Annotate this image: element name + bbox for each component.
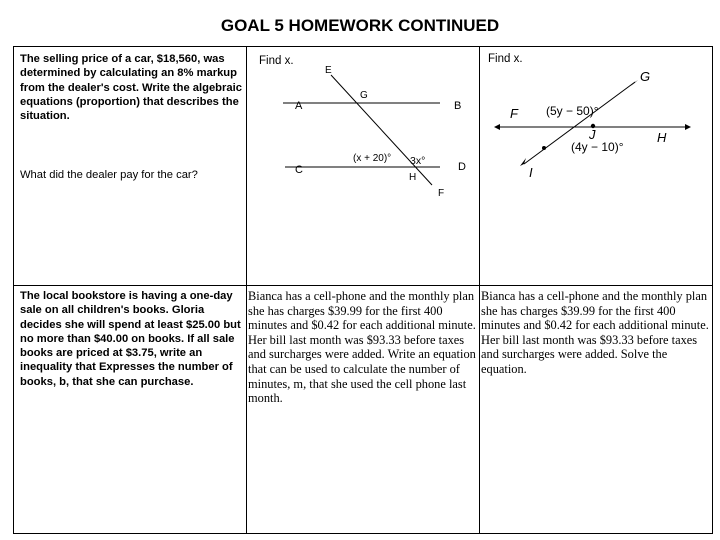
angle-instruction: Find x. [488, 53, 523, 65]
point-b-label: B [454, 100, 462, 112]
arrow-f-icon [494, 124, 500, 130]
point-h-label: H [409, 172, 417, 183]
angle-cell [480, 47, 712, 285]
transversal-ef [331, 75, 432, 185]
point-g-label: G [360, 90, 368, 101]
point-i-dot [542, 146, 546, 150]
bookstore-problem-text: The local bookstore is having a one-day sale on all children's books. Gloria decides she will spend at least $25.00 but no more than $40.00 on books. If all sale books are priced at $3.75, write an inequality that Expresses the number of books, b, that she can purchase. [20, 290, 241, 388]
row-divider [14, 285, 712, 286]
parallel-lines-cell [247, 47, 479, 285]
point-e-label: E [325, 65, 332, 76]
car-problem-text: The selling price of a car, $18,560, was determined by calculating an 8% markup from the dealer's cost. Write the algebraic equations (proportion) that describes the situation. [20, 53, 242, 123]
arrow-h-icon [685, 124, 691, 130]
point-f-label: F [438, 188, 445, 199]
page-title: GOAL 5 HOMEWORK CONTINUED [220, 16, 500, 35]
car-problem-question: What did the dealer pay for the car? [20, 169, 198, 181]
angle-3x-label: 3x° [410, 155, 426, 167]
arrow-i-icon [520, 158, 526, 166]
angle-4y-label: (4y − 10)° [571, 140, 624, 154]
angle-5y-label: (5y − 50)° [546, 104, 599, 118]
point-i-label: I [529, 165, 533, 180]
phone-problem-b-text: Bianca has a cell-phone and the monthly plan she has charges $39.99 for the first 400 minutes and $0.42 for each additional minute. Her bill last month was $93.33 before taxes and surcharges were added. Solve the equation. [481, 289, 709, 376]
phone-problem-a-text: Bianca has a cell-phone and the monthly plan she has charges $39.99 for the first 400 minutes and $0.42 for each additional minute. Her bill last month was $93.33 before taxes and surcharges were added. Write an equation that can be used to calculate the number of minutes, m, that she used the cell phone last month. [248, 289, 476, 406]
parallel-lines-diagram [247, 47, 479, 285]
angle-x-plus-20-label: (x + 20)° [353, 153, 392, 164]
point-a-label: A [295, 100, 303, 112]
point-h-label: H [657, 130, 667, 145]
point-c-label: C [295, 164, 303, 176]
arrow-g-icon [631, 80, 638, 86]
point-f-label: F [510, 106, 518, 121]
point-d-label: D [458, 161, 466, 173]
homework-grid [13, 46, 713, 534]
point-g-label: G [640, 69, 651, 84]
point-j-label: J [589, 127, 596, 142]
angle-diagram [480, 47, 712, 285]
parallel-lines-instruction: Find x. [259, 55, 294, 67]
